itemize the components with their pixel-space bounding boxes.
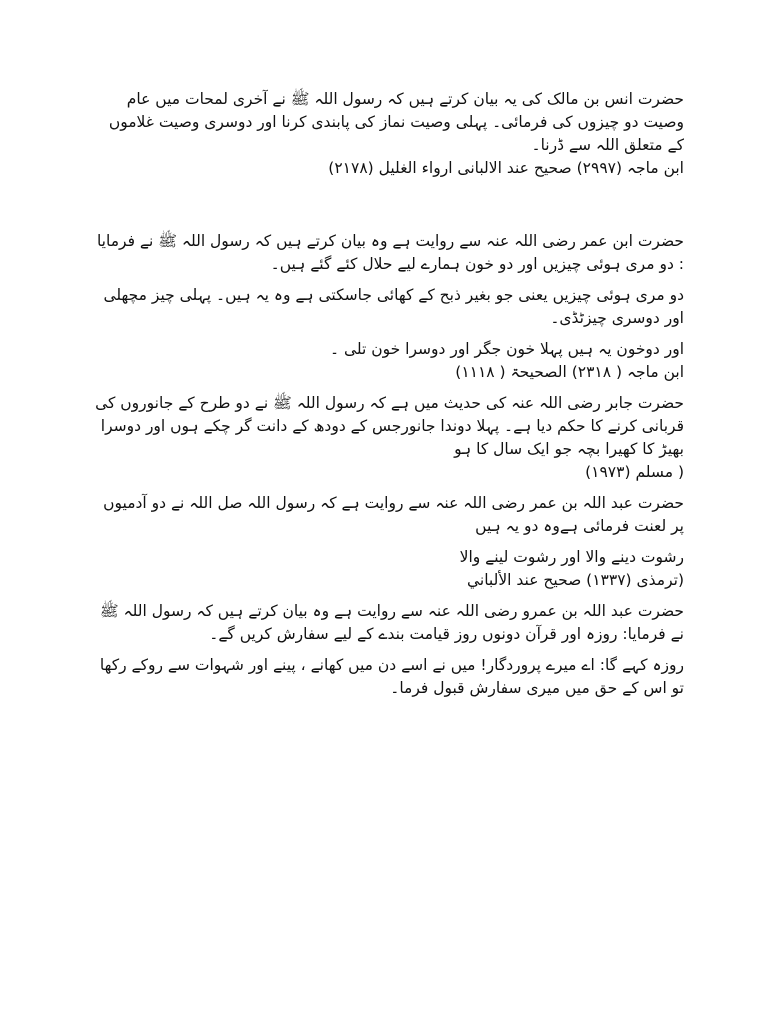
paragraph-jabir-hadith: حضرت جابر رضی اللہ عنہ کی حدیث میں ہے کہ رسول اللہ ﷺ نے دو طرح کے جانوروں کی قربانی کرنے کا حکم دیا ہے۔ پہلا دوندا جانورجس کے دودھ کے دانت گر چکے ہوں اور دوسرا بھیڑ کا کھیرا بچہ جو ایک سال کا ہو: [95, 394, 684, 458]
paragraph-fasting-intercession: روزہ کہے گا: اے میرے پروردگار! میں نے اسے دن میں کھانے ، پینے اور شہوات سے روکے رکھا تو اس کے حق میں میری سفارش قبول فرما۔: [99, 656, 684, 697]
paragraph-ibn-umar-hadith: حضرت ابن عمر رضی اللہ عنہ سے روایت ہے وہ بیان کرتے ہیں کہ رسول اللہ ﷺ نے فرمایا : دو مری ہوئی چیزیں اور دو خون ہمارے لیے حلال کئے گئے ہیں۔: [96, 232, 684, 273]
reference-muslim-1973: ( مسلم (۱۹۷۳): [585, 463, 684, 481]
paragraph-two-bloods: اور دوخون یہ ہیں پہلا خون جگر اور دوسرا خون تلی ۔: [329, 340, 684, 358]
paragraph-abdullah-ibn-amr-hadith: حضرت عبد اللہ بن عمرو رضی اللہ عنہ سے روایت ہے وہ بیان کرتے ہیں کہ رسول اللہ ﷺ نے فرمایا: روزہ اور قرآن دونوں روز قیامت بندے کے لیے سفارش کریں گے۔: [99, 602, 684, 643]
reference-ibn-majah-2997: ابن ماجہ (۲۹۹۷) صحیح عند الالبانی ارواء الغلیل (۲۱۷۸): [328, 159, 684, 177]
paragraph-anas-hadith: حضرت انس بن مالک کی یہ بیان کرتے ہیں کہ رسول اللہ ﷺ نے آخری لمحات میں عام وصیت دو چیزوں کی فرمائی۔ پہلی وصیت نماز کی پابندی کرنا اور دوسری وصیت غلاموں کے متعلق اللہ سے ڈرنا۔: [108, 90, 684, 154]
paragraph-abdullah-ibn-umar-hadith: حضرت عبد اللہ بن عمر رضی اللہ عنہ سے روایت ہے کہ رسول اللہ صل اللہ نے دو آدمیوں پر لعنت فرمائی ہےوہ دو یہ ہیں: [103, 494, 684, 535]
reference-ibn-majah-2318: ابن ماجہ ( ۲۳۱۸) الصحیحۃ ( ۱۱۱۸): [455, 363, 684, 381]
reference-tirmidhi-1337: (ترمذی (۱۳۳۷) صحيح عند الألباني: [466, 571, 684, 589]
document-page: [92, 88, 684, 700]
paragraph-two-dead-things: دو مری ہوئی چیزیں یعنی جو بغیر ذبح کے کھائی جاسکتی ہے وہ یہ ہیں۔ پہلی چیز مچھلی اور دوسری چیزٹڈی۔: [103, 286, 684, 327]
paragraph-bribery: رشوت دینے والا اور رشوت لینے والا: [459, 548, 684, 566]
